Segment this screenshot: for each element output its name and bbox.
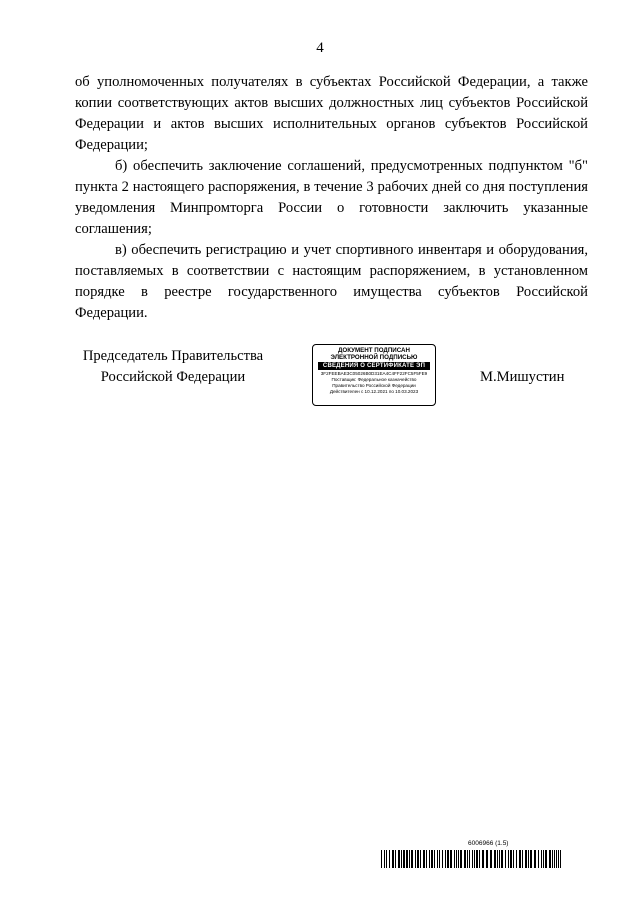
signer-title <box>78 346 268 388</box>
signer-title-line: Председатель Правительства <box>82 348 264 364</box>
document-id: 6006966 (1.5) <box>468 840 509 847</box>
paragraph: об уполномоченных получателях в субъектах Российской Федерации, а также копии соответствующих актов высших должностных лиц субъектов Российской Федерации и актов высших исполнительных органов субъектов Российской Федерации; <box>75 74 588 153</box>
page-number: 4 <box>316 40 324 56</box>
stamp-supplier: Поставщик: Федеральное казначейство <box>331 377 417 382</box>
paragraph: б) обеспечить заключение соглашений, предусмотренных подпунктом "б" пункта 2 настоящего распоряжения, в течение 3 рабочих дней со дня поступления уведомления Минпромторга России о готовности заключить указанные соглашения; <box>75 158 588 237</box>
barcode <box>381 850 561 868</box>
electronic-signature-stamp <box>312 344 436 406</box>
stamp-serial: 3F2FEEBAE3C05026B0D31EA4C4FF22FC5F5FE9 <box>320 371 428 376</box>
stamp-owner: Правительство Российской Федерации <box>332 383 416 388</box>
stamp-validity: Действителен с 10.12.2021 по 10.03.2023 <box>329 389 419 394</box>
stamp-heading: ЭЛЕКТРОННОЙ ПОДПИСЬЮ <box>330 354 418 361</box>
stamp-heading: ДОКУМЕНТ ПОДПИСАН <box>338 347 410 354</box>
document-body <box>75 72 588 324</box>
signer-name: М.Мишустин <box>480 369 565 385</box>
signer-title-line: Российской Федерации <box>100 369 246 385</box>
stamp-certificate-bar: СВЕДЕНИЯ О СЕРТИФИКАТЕ ЭП <box>318 362 430 370</box>
paragraph: в) обеспечить регистрацию и учет спортивного инвентаря и оборудования, поставляемых в соответствии с настоящим распоряжением, в установленном порядке в реестре государственного имущества субъектов Российской Федерации. <box>75 242 588 321</box>
signature-block <box>0 346 640 416</box>
